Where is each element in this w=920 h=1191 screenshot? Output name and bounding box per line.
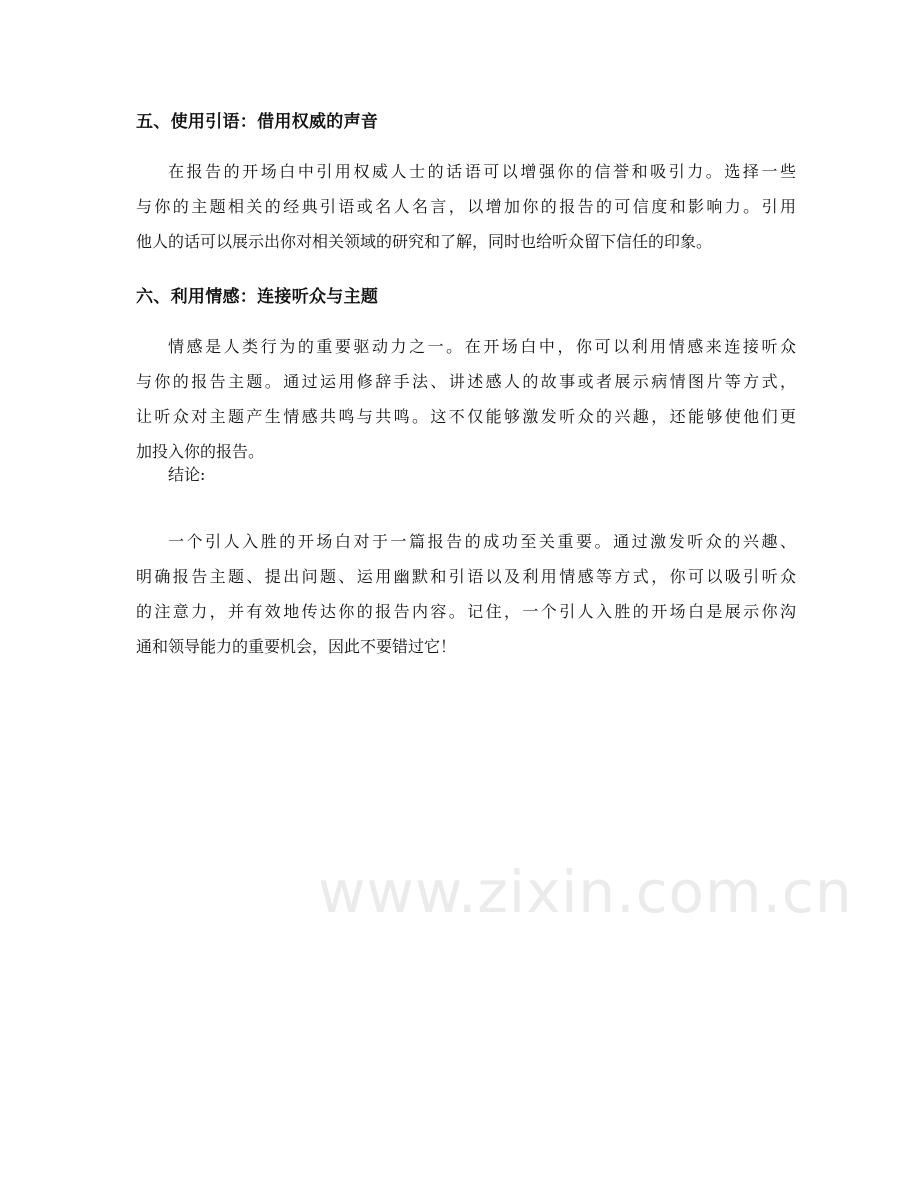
watermark: www.zixin.com.cn (318, 858, 853, 926)
paragraph-emotion (136, 329, 796, 469)
paragraph-line: 通和领导能力的重要机会，因此不要错过它！ (136, 637, 457, 656)
conclusion-label (136, 457, 796, 492)
conclusion-label-text: 结论: (168, 465, 206, 484)
paragraph-conclusion (136, 524, 796, 664)
paragraph-line: 在报告的开场白中引用权威人士的话语可以增强你的信誉和吸引力。选择一些 (168, 162, 796, 181)
paragraph-line: 与你的报告主题。通过运用修辞手法、讲述感人的故事或者展示病情图片等方式， (136, 372, 796, 391)
section-heading-emotion: 六、利用情感：连接听众与主题 (136, 287, 379, 307)
paragraph-line: 加投入你的报告。 (136, 442, 265, 461)
paragraph-line: 与你的主题相关的经典引语或名人名言，以增加你的报告的可信度和影响力。引用 (136, 197, 796, 216)
paragraph-line: 让听众对主题产生情感共鸣与共鸣。这不仅能够激发听众的兴趣，还能够使他们更 (136, 407, 796, 426)
paragraph-line: 明确报告主题、提出问题、运用幽默和引语以及利用情感等方式，你可以吸引听众 (136, 567, 796, 586)
section-heading-quotes: 五、使用引语：借用权威的声音 (136, 112, 379, 132)
paragraph-line: 一个引人入胜的开场白对于一篇报告的成功至关重要。通过激发听众的兴趣、 (168, 532, 796, 551)
paragraph-quotes (136, 154, 796, 259)
paragraph-line: 情感是人类行为的重要驱动力之一。在开场白中，你可以利用情感来连接听众 (168, 337, 796, 356)
paragraph-line: 的注意力，并有效地传达你的报告内容。记住，一个引人入胜的开场白是展示你沟 (136, 602, 796, 621)
paragraph-line: 他人的话可以展示出你对相关领域的研究和了解，同时也给听众留下信任的印象。 (136, 232, 713, 251)
